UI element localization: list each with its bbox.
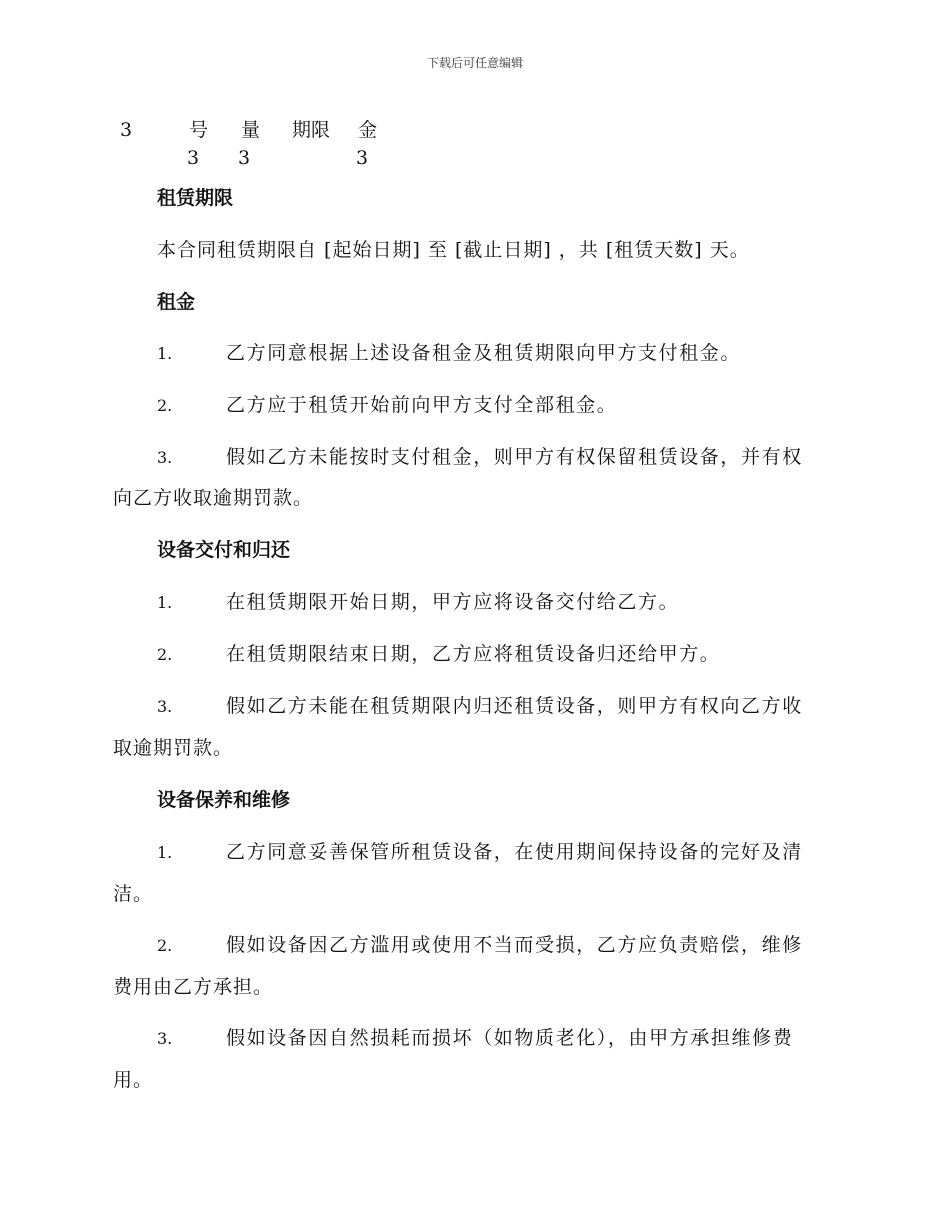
delivery-item-3-text: 假如乙方未能在租赁期限内归还租赁设备，则甲方有权向乙方收 xyxy=(226,695,803,717)
maintenance-item-2-number: 2. xyxy=(157,936,173,955)
section-title-rent: 租金 xyxy=(157,291,196,313)
delivery-item-1-text: 在租赁期限开始日期，甲方应将设备交付给乙方。 xyxy=(226,591,680,613)
table-cell: 期限 xyxy=(292,119,331,141)
term-body: 本合同租赁期限自 [起始日期] 至 [截止日期] ，共 [租赁天数] 天。 xyxy=(157,239,750,261)
table-cell: 3 xyxy=(356,147,369,169)
maintenance-item-2-continuation: 费用由乙方承担。 xyxy=(113,976,274,998)
rent-item-2-text: 乙方应于租赁开始前向甲方支付全部租金。 xyxy=(226,394,618,416)
delivery-item-1-number: 1. xyxy=(157,593,173,612)
maintenance-item-3-text: 假如设备因自然损耗而损坏（如物质老化），由甲方承担维修费 xyxy=(226,1027,794,1049)
rent-item-3-continuation: 向乙方收取逾期罚款。 xyxy=(113,487,314,509)
delivery-item-3-continuation: 取逾期罚款。 xyxy=(113,737,234,759)
delivery-item-3-number: 3. xyxy=(157,697,173,716)
rent-item-1-text: 乙方同意根据上述设备租金及租赁期限向甲方支付租金。 xyxy=(226,342,742,364)
maintenance-item-1-number: 1. xyxy=(157,843,173,862)
section-title-delivery: 设备交付和归还 xyxy=(157,539,291,561)
delivery-item-2-number: 2. xyxy=(157,645,173,664)
maintenance-item-1-text: 乙方同意妥善保管所租赁设备，在使用期间保持设备的完好及清 xyxy=(226,841,803,863)
rent-item-3-number: 3. xyxy=(157,448,173,467)
delivery-item-2-text: 在租赁期限结束日期，乙方应将租赁设备归还给甲方。 xyxy=(226,643,721,665)
section-title-term: 租赁期限 xyxy=(157,187,234,209)
maintenance-item-1-continuation: 洁。 xyxy=(113,883,154,905)
rent-item-1-number: 1. xyxy=(157,344,173,363)
rent-item-3-text: 假如乙方未能按时支付租金，则甲方有权保留租赁设备，并有权 xyxy=(226,446,803,468)
table-cell: 号 xyxy=(189,119,209,141)
section-title-maintenance: 设备保养和维修 xyxy=(157,789,291,811)
page-header-note: 下载后可任意编辑 xyxy=(426,56,523,70)
table-cell: 3 xyxy=(120,119,133,141)
maintenance-item-3-continuation: 用。 xyxy=(113,1069,154,1091)
table-cell: 金 xyxy=(358,119,378,141)
maintenance-item-2-text: 假如设备因乙方滥用或使用不当而受损，乙方应负责赔偿，维修 xyxy=(226,934,803,956)
maintenance-item-3-number: 3. xyxy=(157,1029,173,1048)
table-cell: 3 xyxy=(238,147,251,169)
table-cell: 量 xyxy=(241,119,261,141)
rent-item-2-number: 2. xyxy=(157,396,173,415)
table-cell: 3 xyxy=(187,147,200,169)
